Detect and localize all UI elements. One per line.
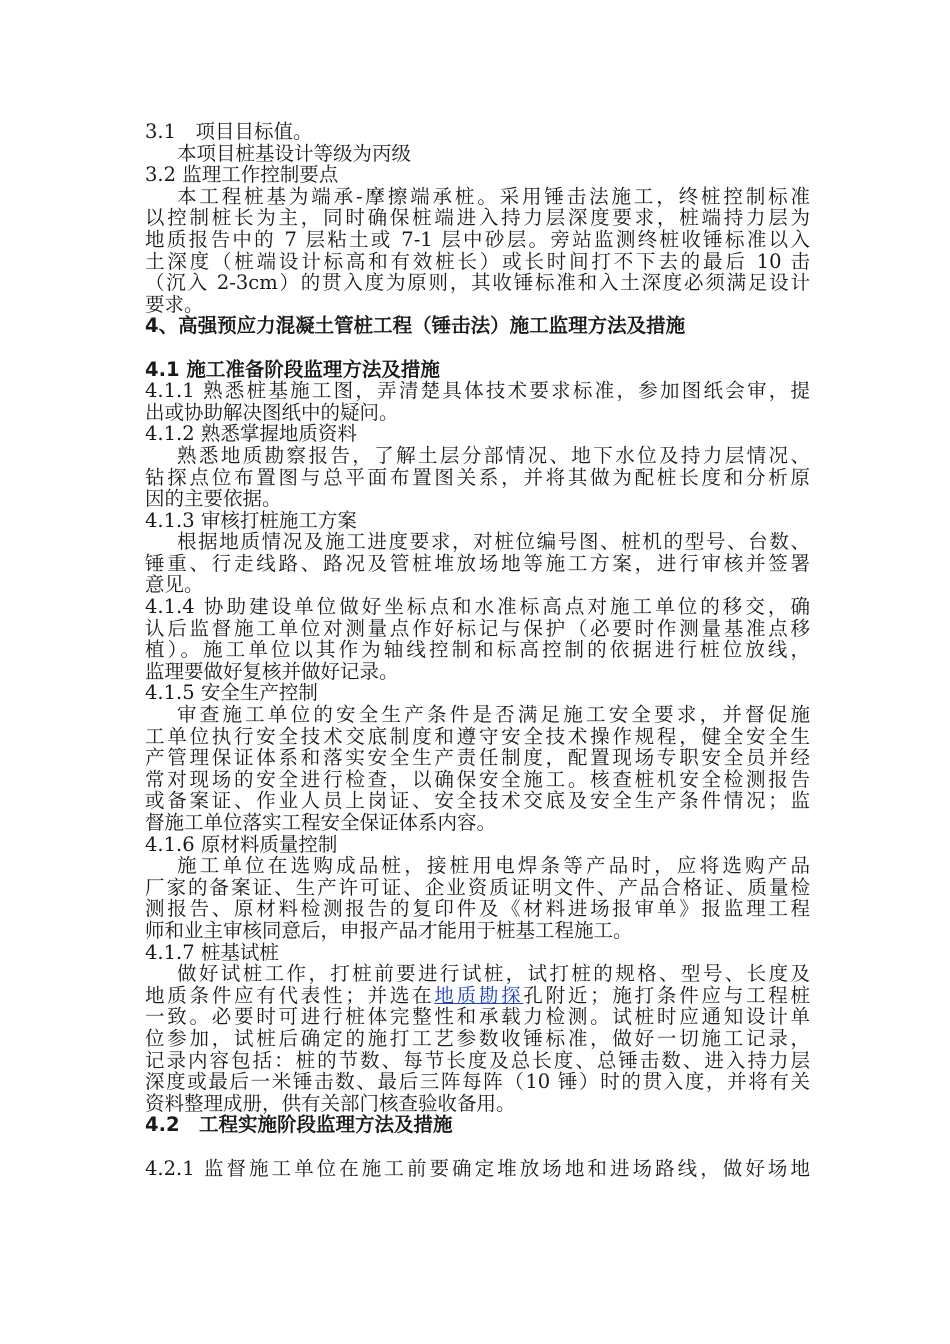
- paragraph-line: 意见。: [145, 573, 204, 597]
- paragraph-line: 土深度（桩端设计标高和有效桩长）或长时间打不下去的最后 10 击: [145, 250, 810, 273]
- heading-section-4-2: 4.2 工程实施阶段监理方法及措施: [145, 1113, 453, 1137]
- paragraph-line: 根据地质情况及施工进度要求，对桩位编号图、桩机的型号、台数、: [177, 531, 810, 553]
- section-3-1-title: 3.1 项目目标值。: [145, 120, 313, 143]
- paragraph-line-with-link: [145, 985, 810, 1007]
- paragraph-line: 厂家的备案证、生产许可证、企业资质证明文件、产品合格证、质量检: [145, 876, 810, 899]
- heading-section-4: 4、高强预应力混凝土管桩工程（锤击法）施工监理方法及措施: [145, 314, 686, 338]
- paragraph-line: 做好试桩工作，打桩前要进行试桩，试打桩的规格、型号、长度及: [177, 963, 810, 985]
- paragraph-line: 锤重、行走线路、路况及管桩堆放场地等施工方案，进行审核并签署: [145, 552, 810, 575]
- spacer: [145, 1136, 810, 1158]
- paragraph-line: 工单位执行安全技术交底制度和遵守安全技术操作规程，健全安全生: [145, 725, 810, 748]
- paragraph-line: 师和业主审核同意后，申报产品才能用于桩基工程施工。: [145, 918, 633, 942]
- paragraph-line: 测报告、原材料检测报告的复印件及《材料进场报审单》报监理工程: [145, 898, 810, 920]
- paragraph-line: （沉入 2-3cm）的贯入度为原则，其收锤标准和入土深度必须满足设计: [145, 272, 810, 294]
- paragraph-line: 一致。必要时可进行桩体完整性和承载力检测。试桩时应通知设计单: [145, 1006, 810, 1028]
- paragraph-line: 植）。施工单位以其作为轴线控制和标高控制的依据进行桩位放线，: [145, 639, 810, 661]
- paragraph-line: 地质报告中的 7 层粘土或 7-1 层中砂层。旁站监测终桩收锤标准以入: [145, 228, 810, 251]
- heading-section-4-1: 4.1 施工准备阶段监理方法及措施: [145, 357, 440, 381]
- section-3-2-title: 3.2 监理工作控制要点: [145, 163, 339, 187]
- subsection-title: 4.1.6 原材料质量控制: [145, 832, 338, 856]
- text-run: 孔附近；施打条件应与工程桩: [523, 984, 810, 1007]
- paragraph-line: 认后监督施工单位对测量点作好标记与保护（必要时作测量基准点移: [145, 617, 810, 640]
- paragraph-line: 位参加，试桩后确定的施打工艺参数收锤标准，做好一切施工记录，: [145, 1027, 810, 1050]
- paragraph-line: 资料整理成册，供有关部门核查验收备用。: [145, 1091, 516, 1115]
- paragraph-line: 要求。: [145, 292, 204, 316]
- paragraph-line: 本工程桩基为端承-摩擦端承桩。采用锤击法施工，终桩控制标准: [177, 185, 810, 208]
- paragraph-line: 钻探点位布置图与总平面布置图关系，并将其做为配桩长度和分析原: [145, 466, 810, 489]
- paragraph-line: 施工单位在选购成品桩，接桩用电焊条等产品时，应将选购产品: [177, 855, 810, 877]
- subsection-title: 4.1.3 审核打桩施工方案: [145, 508, 357, 532]
- paragraph-line: 出或协助解决图纸中的疑问。: [145, 400, 399, 424]
- paragraph-line: 以控制桩长为主，同时确保桩端进入持力层深度要求，桩端持力层为: [145, 207, 810, 229]
- paragraph-line: 因的主要依据。: [145, 487, 282, 511]
- paragraph-line: 审查施工单位的安全生产条件是否满足施工安全要求，并督促施: [177, 704, 810, 726]
- section-3-1-body: 本项目桩基设计等级为丙级: [177, 141, 412, 165]
- document-body: [145, 121, 810, 1179]
- subsection-title: 4.1.5 安全生产控制: [145, 681, 318, 705]
- subsection-title: 4.1.7 桩基试桩: [145, 940, 279, 964]
- paragraph-line: 记录内容包括：桩的节数、每节长度及总长度、总锤击数、进入持力层: [145, 1049, 810, 1072]
- paragraph-line: 或备案证、作业人员上岗证、安全技术交底及安全生产条件情况；监: [145, 790, 810, 812]
- paragraph-line: 4.1.1 熟悉桩基施工图，弄清楚具体技术要求标准，参加图纸会审，提: [145, 380, 810, 402]
- paragraph-line: 产管理保证体系和落实安全生产责任制度，配置现场专职安全员并经: [145, 747, 810, 769]
- spacer: [145, 337, 810, 359]
- paragraph-line: 4.1.4 协助建设单位做好坐标点和水准标高点对施工单位的移交，确: [145, 596, 810, 618]
- subsection-title: 4.1.2 熟悉掌握地质资料: [145, 422, 357, 446]
- geological-survey-link[interactable]: 地质勘探: [434, 984, 524, 1007]
- text-run: 地质条件应有代表性；并选在: [145, 984, 435, 1007]
- paragraph-line: 监理要做好复核并做好记录。: [145, 659, 399, 683]
- paragraph-line: 常对现场的安全进行检查，以确保安全施工。核查桩机安全检测报告: [145, 768, 810, 791]
- paragraph-line: 深度或最后一米锤击数、最后三阵每阵（10 锤）时的贯入度，并将有关: [145, 1071, 810, 1093]
- paragraph-line: 熟悉地质勘察报告，了解土层分部情况、地下水位及持力层情况、: [177, 444, 810, 467]
- paragraph-line: 4.2.1 监督施工单位在施工前要确定堆放场地和进场路线，做好场地: [145, 1157, 810, 1180]
- paragraph-line: 督施工单位落实工程安全保证体系内容。: [145, 811, 497, 834]
